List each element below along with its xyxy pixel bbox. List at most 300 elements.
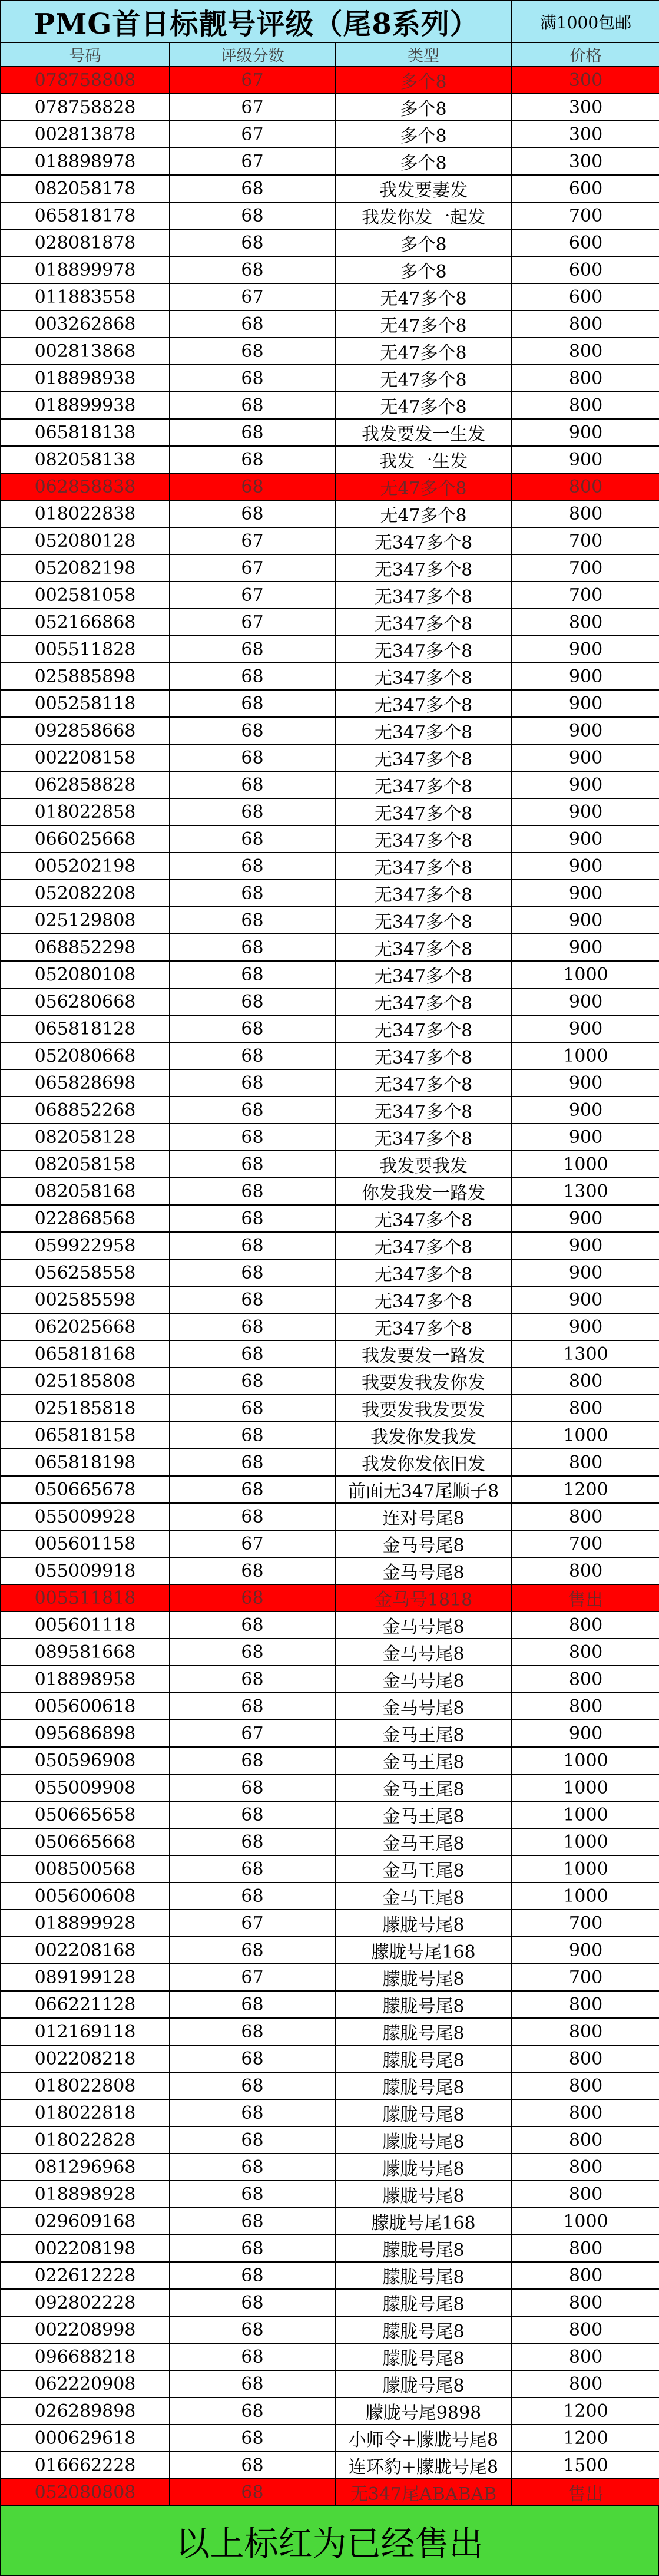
type-cell: 无47多个8 xyxy=(335,500,512,527)
table-row xyxy=(1,1313,659,1340)
type-cell: 无347多个8 xyxy=(335,771,512,798)
score-cell: 68 xyxy=(170,1693,335,1720)
table-row xyxy=(1,1883,659,1910)
number-cell: 005258118 xyxy=(1,690,170,717)
price-cell: 1000 xyxy=(512,1151,659,1178)
score-cell: 68 xyxy=(170,338,335,365)
type-cell: 金马号尾8 xyxy=(335,1639,512,1666)
table-row xyxy=(1,554,659,582)
table-row xyxy=(1,2045,659,2072)
score-cell: 68 xyxy=(170,1639,335,1666)
number-cell: 016662228 xyxy=(1,2452,170,2479)
number-cell: 005511818 xyxy=(1,1584,170,1611)
number-cell: 078758828 xyxy=(1,94,170,121)
table-row xyxy=(1,1042,659,1069)
price-cell: 800 xyxy=(512,2181,659,2208)
number-cell: 082058178 xyxy=(1,175,170,202)
type-cell: 前面无347尾顺子8 xyxy=(335,1476,512,1503)
number-cell: 055009928 xyxy=(1,1503,170,1530)
type-cell: 无347多个8 xyxy=(335,554,512,582)
type-cell: 无347多个8 xyxy=(335,690,512,717)
number-cell: 018898958 xyxy=(1,1666,170,1693)
number-cell: 052166868 xyxy=(1,609,170,636)
table-row xyxy=(1,419,659,446)
price-cell: 900 xyxy=(512,1069,659,1097)
type-cell: 朦胧号尾8 xyxy=(335,1964,512,1991)
number-cell: 022868568 xyxy=(1,1205,170,1232)
score-cell: 68 xyxy=(170,1991,335,2018)
score-cell: 68 xyxy=(170,1666,335,1693)
price-cell: 1000 xyxy=(512,2208,659,2235)
price-table-body xyxy=(1,1,659,2506)
price-cell: 900 xyxy=(512,744,659,771)
score-cell: 68 xyxy=(170,446,335,473)
score-cell: 67 xyxy=(170,283,335,311)
price-cell: 900 xyxy=(512,1937,659,1964)
type-cell: 多个8 xyxy=(335,229,512,256)
score-cell: 68 xyxy=(170,1124,335,1151)
score-cell: 68 xyxy=(170,1395,335,1422)
type-cell: 连环豹+朦胧号尾8 xyxy=(335,2452,512,2479)
column-header-price: 价格 xyxy=(512,42,659,67)
score-cell: 67 xyxy=(170,609,335,636)
title-row xyxy=(1,1,659,42)
table-row xyxy=(1,771,659,798)
table-row xyxy=(1,2425,659,2452)
price-cell: 800 xyxy=(512,2045,659,2072)
table-row xyxy=(1,798,659,825)
price-cell: 800 xyxy=(512,2099,659,2126)
price-cell: 1200 xyxy=(512,2425,659,2452)
number-cell: 052080108 xyxy=(1,961,170,988)
price-cell: 800 xyxy=(512,2235,659,2262)
number-cell: 018898938 xyxy=(1,365,170,392)
score-cell: 68 xyxy=(170,1747,335,1774)
price-cell: 1000 xyxy=(512,1855,659,1883)
table-row xyxy=(1,744,659,771)
number-cell: 050665668 xyxy=(1,1828,170,1855)
score-cell: 68 xyxy=(170,1259,335,1286)
score-cell: 68 xyxy=(170,961,335,988)
type-cell: 朦胧号尾8 xyxy=(335,2316,512,2343)
number-cell: 029609168 xyxy=(1,2208,170,2235)
price-cell: 800 xyxy=(512,609,659,636)
column-header-number: 号码 xyxy=(1,42,170,67)
price-cell: 800 xyxy=(512,338,659,365)
type-cell: 连对号尾8 xyxy=(335,1503,512,1530)
type-cell: 多个8 xyxy=(335,94,512,121)
number-cell: 002208168 xyxy=(1,1937,170,1964)
table-row xyxy=(1,527,659,554)
number-cell: 018899928 xyxy=(1,1910,170,1937)
table-row xyxy=(1,825,659,853)
price-cell: 800 xyxy=(512,473,659,500)
table-row xyxy=(1,1530,659,1557)
price-cell: 800 xyxy=(512,2289,659,2316)
type-cell: 无347多个8 xyxy=(335,880,512,907)
number-cell: 092858668 xyxy=(1,717,170,744)
number-cell: 005601118 xyxy=(1,1611,170,1639)
type-cell: 朦胧号尾8 xyxy=(335,2045,512,2072)
type-cell: 无347多个8 xyxy=(335,609,512,636)
score-cell: 68 xyxy=(170,1557,335,1584)
type-cell: 朦胧号尾168 xyxy=(335,2208,512,2235)
price-cell: 300 xyxy=(512,148,659,175)
score-cell: 68 xyxy=(170,2316,335,2343)
score-cell: 68 xyxy=(170,256,335,283)
score-cell: 68 xyxy=(170,1313,335,1340)
price-cell: 900 xyxy=(512,771,659,798)
score-cell: 67 xyxy=(170,1964,335,1991)
score-cell: 68 xyxy=(170,473,335,500)
score-cell: 68 xyxy=(170,229,335,256)
price-cell: 900 xyxy=(512,1259,659,1286)
type-cell: 多个8 xyxy=(335,148,512,175)
price-cell: 900 xyxy=(512,853,659,880)
sold-legend-footer: 以上标红为已经售出 xyxy=(0,2506,659,2576)
price-cell: 700 xyxy=(512,1530,659,1557)
score-cell: 67 xyxy=(170,582,335,609)
number-cell: 018022858 xyxy=(1,798,170,825)
table-row xyxy=(1,2072,659,2099)
table-row xyxy=(1,2452,659,2479)
type-cell: 金马号尾8 xyxy=(335,1530,512,1557)
number-cell: 026289898 xyxy=(1,2397,170,2425)
table-row xyxy=(1,2018,659,2045)
price-cell: 900 xyxy=(512,419,659,446)
price-cell: 800 xyxy=(512,2018,659,2045)
score-cell: 68 xyxy=(170,690,335,717)
price-cell: 800 xyxy=(512,1503,659,1530)
number-cell: 002208218 xyxy=(1,2045,170,2072)
table-row xyxy=(1,283,659,311)
number-cell: 082058128 xyxy=(1,1124,170,1151)
price-cell: 800 xyxy=(512,1666,659,1693)
type-cell: 无347多个8 xyxy=(335,636,512,663)
number-cell: 066221128 xyxy=(1,1991,170,2018)
table-row xyxy=(1,148,659,175)
price-cell: 售出 xyxy=(512,1584,659,1611)
score-cell: 67 xyxy=(170,1530,335,1557)
type-cell: 无347多个8 xyxy=(335,1097,512,1124)
table-row xyxy=(1,2208,659,2235)
price-cell: 800 xyxy=(512,2072,659,2099)
number-cell: 089199128 xyxy=(1,1964,170,1991)
score-cell: 68 xyxy=(170,2208,335,2235)
table-row xyxy=(1,1097,659,1124)
price-cell: 1200 xyxy=(512,2397,659,2425)
table-row xyxy=(1,1964,659,1991)
type-cell: 无47多个8 xyxy=(335,473,512,500)
table-row xyxy=(1,1557,659,1584)
number-cell: 002208198 xyxy=(1,2235,170,2262)
number-cell: 082058158 xyxy=(1,1151,170,1178)
score-cell: 68 xyxy=(170,1042,335,1069)
number-cell: 059922958 xyxy=(1,1232,170,1259)
type-cell: 我发你发一起发 xyxy=(335,202,512,229)
table-row xyxy=(1,1069,659,1097)
type-cell: 我发要妻发 xyxy=(335,175,512,202)
price-cell: 800 xyxy=(512,1368,659,1395)
table-row xyxy=(1,1747,659,1774)
number-cell: 028081878 xyxy=(1,229,170,256)
table-row xyxy=(1,609,659,636)
table-row xyxy=(1,1449,659,1476)
score-cell: 68 xyxy=(170,1855,335,1883)
number-cell: 052080808 xyxy=(1,2479,170,2506)
number-cell: 065828698 xyxy=(1,1069,170,1097)
score-cell: 68 xyxy=(170,1503,335,1530)
score-cell: 68 xyxy=(170,1422,335,1449)
type-cell: 无47多个8 xyxy=(335,311,512,338)
type-cell: 朦胧号尾8 xyxy=(335,2235,512,2262)
number-cell: 052082208 xyxy=(1,880,170,907)
table-row xyxy=(1,2262,659,2289)
number-cell: 065818128 xyxy=(1,1015,170,1042)
number-cell: 003262868 xyxy=(1,311,170,338)
type-cell: 无47多个8 xyxy=(335,338,512,365)
type-cell: 金马号尾8 xyxy=(335,1693,512,1720)
shipping-note: 满1000包邮 xyxy=(512,1,659,42)
table-row xyxy=(1,1720,659,1747)
table-row xyxy=(1,1476,659,1503)
number-cell: 018022818 xyxy=(1,2099,170,2126)
table-row xyxy=(1,1340,659,1368)
score-cell: 68 xyxy=(170,1151,335,1178)
score-cell: 68 xyxy=(170,880,335,907)
score-cell: 68 xyxy=(170,2397,335,2425)
type-cell: 金马王尾8 xyxy=(335,1883,512,1910)
type-cell: 无347多个8 xyxy=(335,853,512,880)
price-cell: 800 xyxy=(512,500,659,527)
score-cell: 68 xyxy=(170,365,335,392)
table-row xyxy=(1,1910,659,1937)
number-cell: 012169118 xyxy=(1,2018,170,2045)
price-cell: 800 xyxy=(512,1449,659,1476)
type-cell: 无347尾ABABAB xyxy=(335,2479,512,2506)
number-cell: 018898978 xyxy=(1,148,170,175)
table-row xyxy=(1,988,659,1015)
table-row xyxy=(1,1801,659,1828)
price-cell: 800 xyxy=(512,1693,659,1720)
type-cell: 朦胧号尾8 xyxy=(335,2018,512,2045)
table-row xyxy=(1,1178,659,1205)
table-row-sold xyxy=(1,2479,659,2506)
table-row xyxy=(1,2235,659,2262)
score-cell: 68 xyxy=(170,2479,335,2506)
number-cell: 065818158 xyxy=(1,1422,170,1449)
type-cell: 我发你发依旧发 xyxy=(335,1449,512,1476)
number-cell: 055009918 xyxy=(1,1557,170,1584)
price-cell: 800 xyxy=(512,1639,659,1666)
price-cell: 800 xyxy=(512,1557,659,1584)
table-row xyxy=(1,582,659,609)
score-cell: 67 xyxy=(170,94,335,121)
type-cell: 无347多个8 xyxy=(335,1069,512,1097)
table-row xyxy=(1,500,659,527)
table-row xyxy=(1,338,659,365)
score-cell: 68 xyxy=(170,988,335,1015)
price-cell: 900 xyxy=(512,1313,659,1340)
score-cell: 68 xyxy=(170,2072,335,2099)
type-cell: 无347多个8 xyxy=(335,744,512,771)
price-cell: 700 xyxy=(512,554,659,582)
table-row xyxy=(1,1639,659,1666)
price-cell: 800 xyxy=(512,1395,659,1422)
score-cell: 68 xyxy=(170,2126,335,2154)
price-cell: 800 xyxy=(512,2370,659,2397)
price-cell: 600 xyxy=(512,229,659,256)
number-cell: 081296968 xyxy=(1,2154,170,2181)
score-cell: 68 xyxy=(170,2425,335,2452)
number-cell: 056258558 xyxy=(1,1259,170,1286)
type-cell: 朦胧号尾8 xyxy=(335,2126,512,2154)
score-cell: 68 xyxy=(170,663,335,690)
table-row xyxy=(1,365,659,392)
type-cell: 无347多个8 xyxy=(335,1015,512,1042)
number-cell: 018899978 xyxy=(1,256,170,283)
price-cell: 800 xyxy=(512,1611,659,1639)
price-cell: 800 xyxy=(512,2262,659,2289)
number-cell: 050665678 xyxy=(1,1476,170,1503)
number-cell: 018022828 xyxy=(1,2126,170,2154)
price-cell: 800 xyxy=(512,392,659,419)
price-cell: 600 xyxy=(512,283,659,311)
table-row xyxy=(1,961,659,988)
number-cell: 062858838 xyxy=(1,473,170,500)
price-cell: 1000 xyxy=(512,1801,659,1828)
table-row xyxy=(1,663,659,690)
table-row xyxy=(1,636,659,663)
type-cell: 无347多个8 xyxy=(335,1232,512,1259)
score-cell: 67 xyxy=(170,121,335,148)
price-cell: 800 xyxy=(512,2126,659,2154)
score-cell: 68 xyxy=(170,825,335,853)
table-row xyxy=(1,2343,659,2370)
score-cell: 68 xyxy=(170,1774,335,1801)
number-cell: 002813878 xyxy=(1,121,170,148)
number-cell: 062025668 xyxy=(1,1313,170,1340)
type-cell: 我发一生发 xyxy=(335,446,512,473)
score-cell: 67 xyxy=(170,1720,335,1747)
score-cell: 68 xyxy=(170,419,335,446)
number-cell: 008500568 xyxy=(1,1855,170,1883)
number-cell: 068852268 xyxy=(1,1097,170,1124)
table-row xyxy=(1,853,659,880)
type-cell: 小师令+朦胧号尾8 xyxy=(335,2425,512,2452)
type-cell: 多个8 xyxy=(335,121,512,148)
type-cell: 朦胧号尾8 xyxy=(335,2289,512,2316)
price-cell: 900 xyxy=(512,1286,659,1313)
number-cell: 052080668 xyxy=(1,1042,170,1069)
table-row xyxy=(1,934,659,961)
type-cell: 无347多个8 xyxy=(335,907,512,934)
price-cell: 1000 xyxy=(512,1422,659,1449)
type-cell: 朦胧号尾8 xyxy=(335,2343,512,2370)
table-row xyxy=(1,256,659,283)
type-cell: 无347多个8 xyxy=(335,798,512,825)
number-cell: 089581668 xyxy=(1,1639,170,1666)
price-cell: 1200 xyxy=(512,1476,659,1503)
table-row xyxy=(1,2181,659,2208)
type-cell: 无347多个8 xyxy=(335,988,512,1015)
number-cell: 025129808 xyxy=(1,907,170,934)
type-cell: 朦胧号尾8 xyxy=(335,2154,512,2181)
type-cell: 金马号尾8 xyxy=(335,1557,512,1584)
score-cell: 68 xyxy=(170,1340,335,1368)
price-cell: 700 xyxy=(512,582,659,609)
price-cell: 1000 xyxy=(512,1042,659,1069)
score-cell: 68 xyxy=(170,500,335,527)
number-cell: 095686898 xyxy=(1,1720,170,1747)
number-cell: 066025668 xyxy=(1,825,170,853)
score-cell: 68 xyxy=(170,311,335,338)
number-cell: 062220908 xyxy=(1,2370,170,2397)
score-cell: 68 xyxy=(170,744,335,771)
score-cell: 68 xyxy=(170,1937,335,1964)
number-cell: 082058138 xyxy=(1,446,170,473)
table-row xyxy=(1,1232,659,1259)
table-row xyxy=(1,1937,659,1964)
table-row xyxy=(1,2126,659,2154)
score-cell: 68 xyxy=(170,1178,335,1205)
type-cell: 无347多个8 xyxy=(335,1124,512,1151)
table-row xyxy=(1,2316,659,2343)
type-cell: 朦胧号尾8 xyxy=(335,1910,512,1937)
number-cell: 055009908 xyxy=(1,1774,170,1801)
score-cell: 68 xyxy=(170,934,335,961)
score-cell: 68 xyxy=(170,1368,335,1395)
table-row xyxy=(1,1422,659,1449)
score-cell: 68 xyxy=(170,1883,335,1910)
type-cell: 朦胧号尾8 xyxy=(335,2099,512,2126)
table-row xyxy=(1,121,659,148)
price-cell: 1000 xyxy=(512,1774,659,1801)
price-cell: 800 xyxy=(512,311,659,338)
price-cell: 800 xyxy=(512,1991,659,2018)
score-cell: 68 xyxy=(170,1611,335,1639)
price-cell: 600 xyxy=(512,256,659,283)
number-cell: 065818178 xyxy=(1,202,170,229)
table-row xyxy=(1,2370,659,2397)
table-row xyxy=(1,2289,659,2316)
table-row xyxy=(1,1503,659,1530)
type-cell: 无347多个8 xyxy=(335,1042,512,1069)
number-cell: 025185818 xyxy=(1,1395,170,1422)
number-cell: 000629618 xyxy=(1,2425,170,2452)
number-cell: 005511828 xyxy=(1,636,170,663)
price-cell: 900 xyxy=(512,663,659,690)
score-cell: 67 xyxy=(170,527,335,554)
type-cell: 无347多个8 xyxy=(335,1259,512,1286)
price-cell: 1500 xyxy=(512,2452,659,2479)
score-cell: 68 xyxy=(170,2018,335,2045)
score-cell: 68 xyxy=(170,1097,335,1124)
table-row xyxy=(1,1991,659,2018)
score-cell: 67 xyxy=(170,148,335,175)
price-cell: 1000 xyxy=(512,1747,659,1774)
score-cell: 68 xyxy=(170,1205,335,1232)
score-cell: 68 xyxy=(170,1232,335,1259)
number-cell: 011883558 xyxy=(1,283,170,311)
type-cell: 无347多个8 xyxy=(335,663,512,690)
price-cell: 900 xyxy=(512,934,659,961)
price-cell: 700 xyxy=(512,1910,659,1937)
type-cell: 无347多个8 xyxy=(335,1313,512,1340)
type-cell: 我要发我发要发 xyxy=(335,1395,512,1422)
type-cell: 无347多个8 xyxy=(335,1286,512,1313)
table-row-sold xyxy=(1,473,659,500)
